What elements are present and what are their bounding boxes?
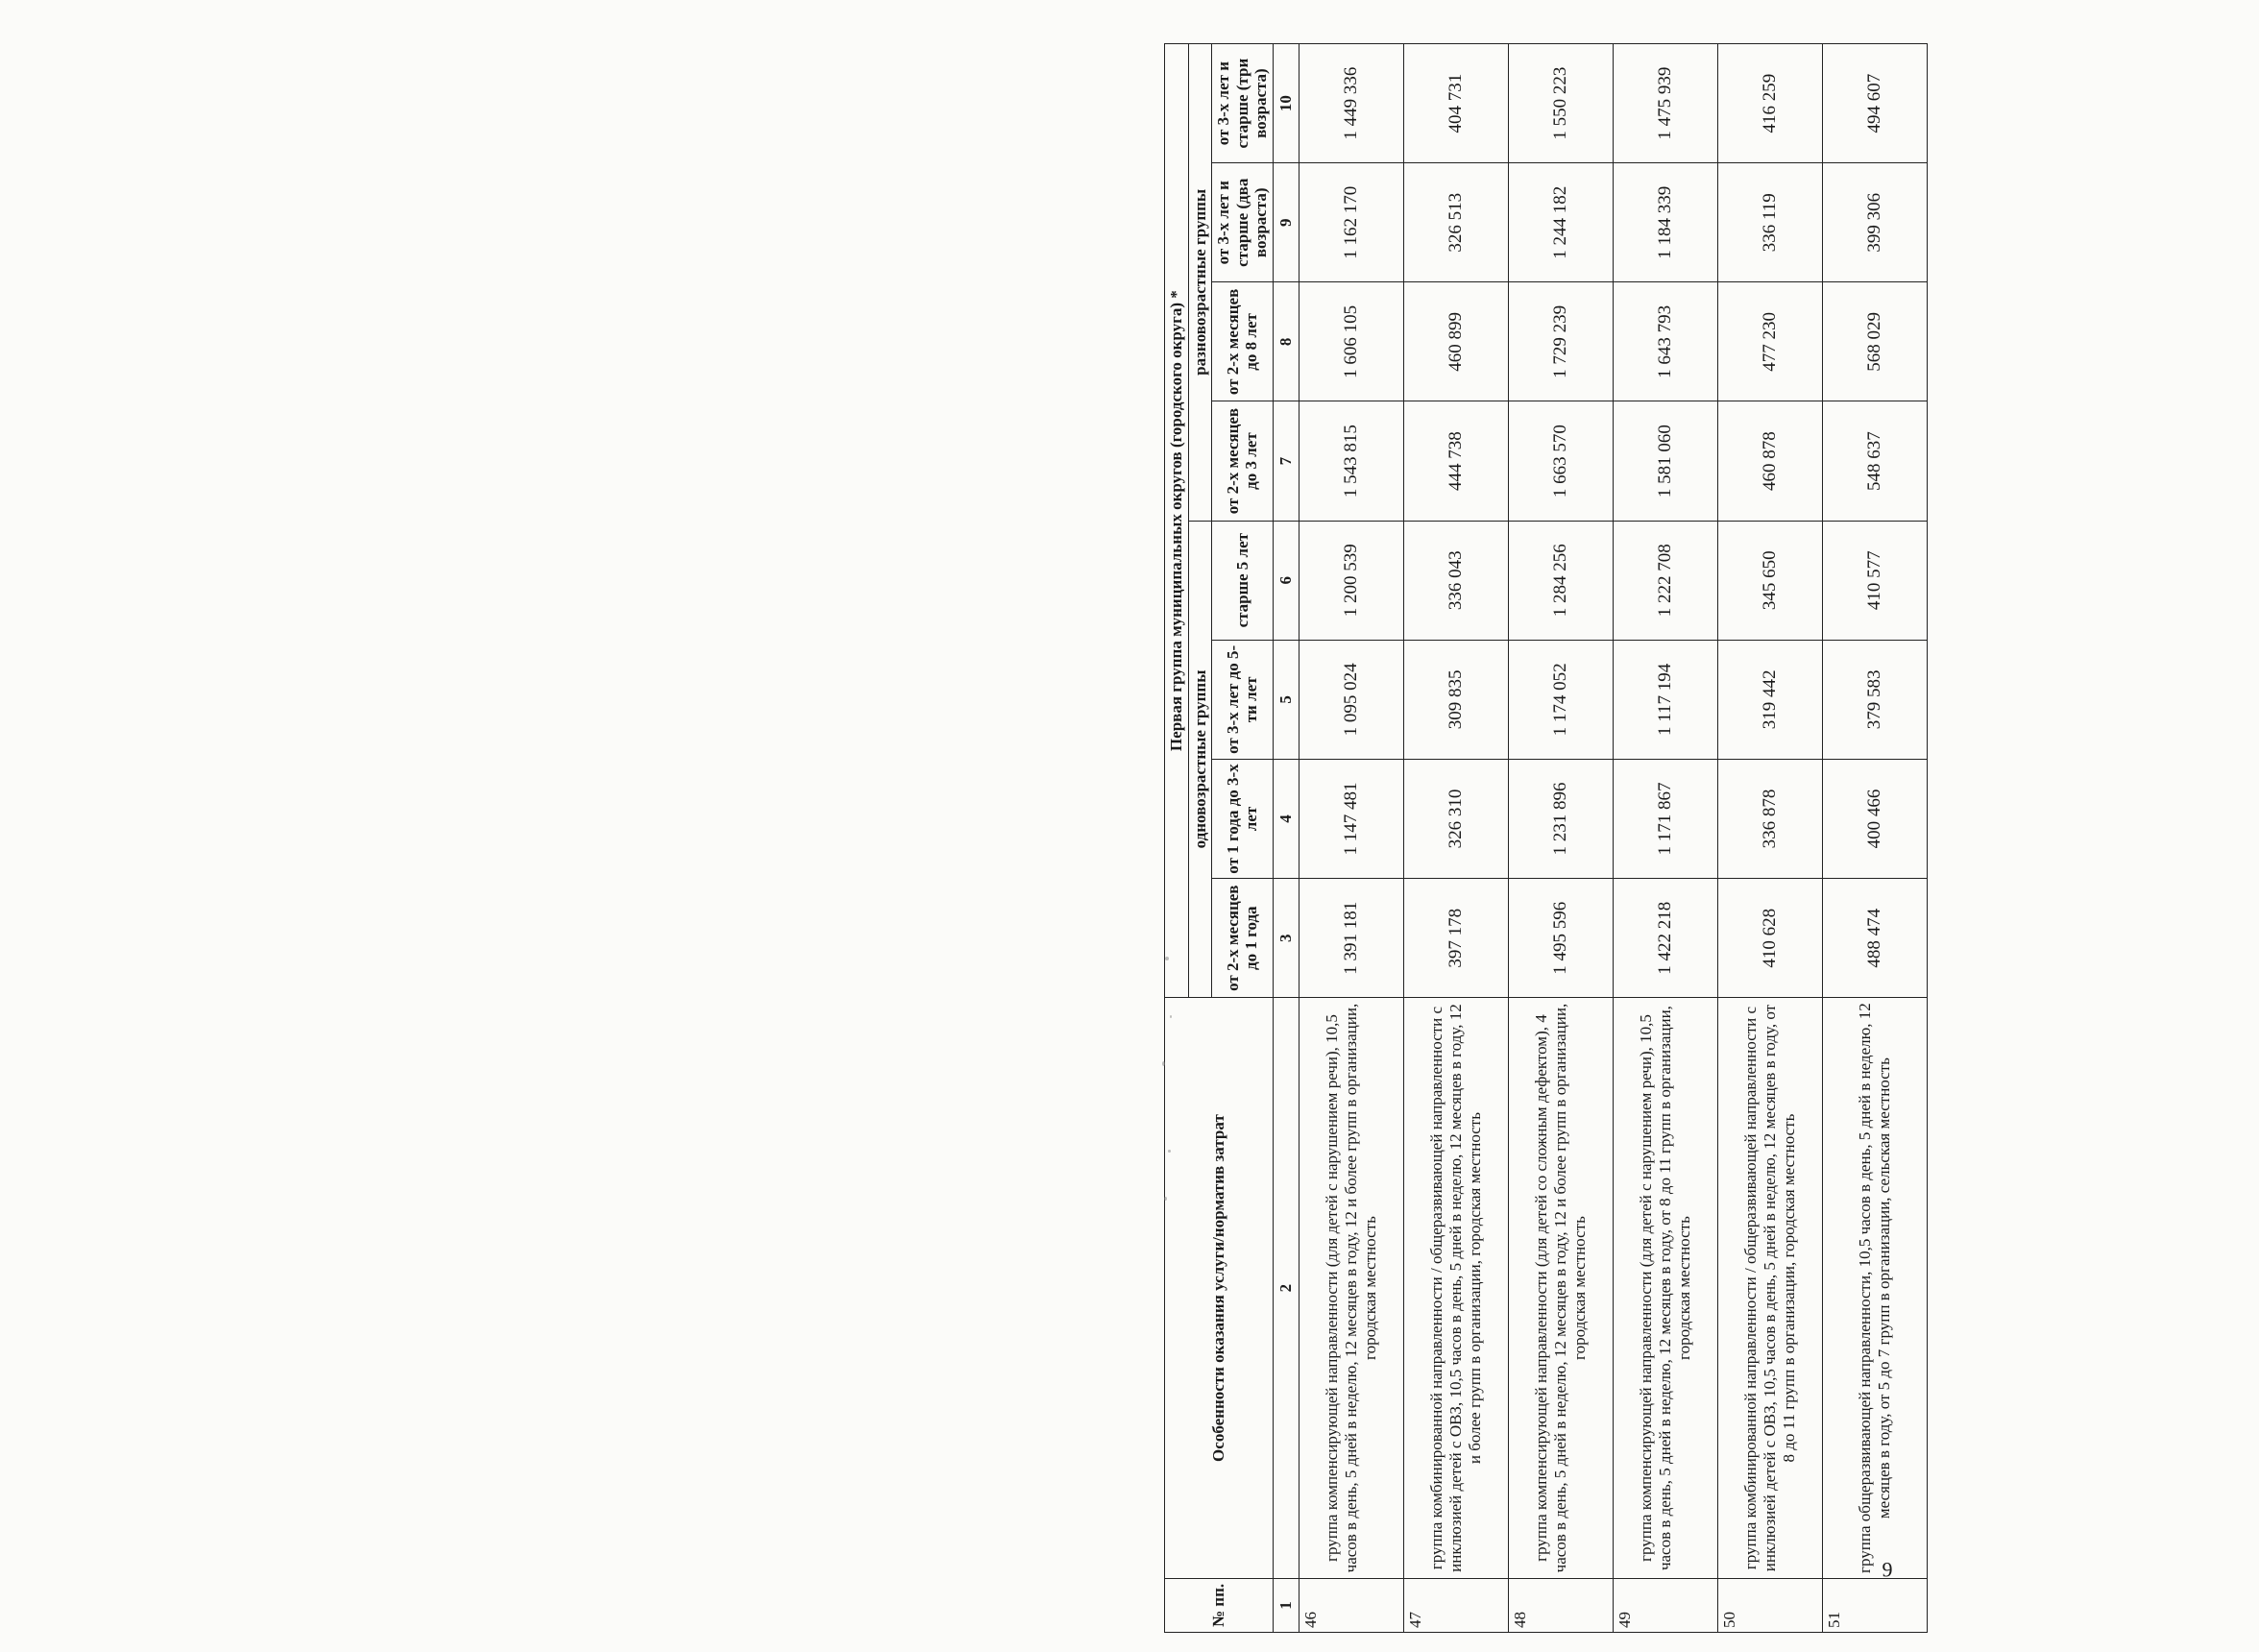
cost-value-cell: 548 637 (1822, 401, 1927, 521)
column-header: от 3-х лет и старше (два возраста) (1212, 163, 1274, 282)
cost-value-cell: 1 606 105 (1299, 282, 1403, 401)
cost-value-cell: 1 729 239 (1508, 282, 1613, 401)
cost-value-cell: 460 878 (1717, 401, 1822, 521)
page-number: 9 (1882, 1557, 1893, 1582)
cost-value-cell: 1 117 194 (1613, 640, 1717, 759)
cost-value-cell: 416 259 (1717, 44, 1822, 163)
cost-value-cell: 336 878 (1717, 759, 1822, 878)
column-header: от 1 года до 3-х лет (1212, 759, 1274, 878)
rotated-page (1145, 19, 2259, 1652)
cost-value-cell: 326 310 (1403, 759, 1508, 878)
cost-value-cell: 1 184 339 (1613, 163, 1717, 282)
cost-value-cell: 1 284 256 (1508, 521, 1613, 640)
cost-value-cell: 336 119 (1717, 163, 1822, 282)
cost-value-cell: 1 391 181 (1299, 879, 1403, 998)
scan-speck (1162, 1061, 1165, 1066)
column-index: 10 (1273, 44, 1299, 163)
table-row (1613, 44, 1717, 1633)
cost-value-cell: 1 171 867 (1613, 759, 1717, 878)
column-index: 8 (1273, 282, 1299, 401)
cost-value-cell: 1 643 793 (1613, 282, 1717, 401)
header-group: Первая группа муниципальных округов (городского округа) * (1165, 44, 1189, 998)
cost-value-cell: 1 422 218 (1613, 879, 1717, 998)
cost-value-cell: 1 543 815 (1299, 401, 1403, 521)
header-description: Особенности оказания услуги/норматив затрат (1165, 998, 1274, 1579)
column-index: 4 (1273, 759, 1299, 878)
cost-value-cell: 1 174 052 (1508, 640, 1613, 759)
scan-speck (1170, 1015, 1172, 1018)
row-description: группа комбинированной направленности / общеразвивающей направленности с инклюзией детей с ОВЗ, 10,5 часов в день, 5 дней в неделю, 12 месяцев в году, 12 и более групп в организации, городская местность (1403, 998, 1508, 1579)
cost-value-cell: 1 495 596 (1508, 879, 1613, 998)
table-row (1717, 44, 1822, 1633)
cost-value-cell: 397 178 (1403, 879, 1508, 998)
header-no: № пп. (1165, 1578, 1274, 1632)
row-number: 51 (1822, 1578, 1927, 1632)
table-row (1403, 44, 1508, 1633)
column-header: старше 5 лет (1212, 521, 1274, 640)
cost-value-cell: 1 231 896 (1508, 759, 1613, 878)
column-index: 1 (1273, 1578, 1299, 1632)
row-description: группа общеразвивающей направленности, 10,5 часов в день, 5 дней в неделю, 12 месяцев в году, от 5 до 7 групп в организации, сельская местность (1822, 998, 1927, 1579)
cost-value-cell: 1 162 170 (1299, 163, 1403, 282)
tariff-table (1164, 43, 1928, 1633)
column-index: 9 (1273, 163, 1299, 282)
cost-value-cell: 1 095 024 (1299, 640, 1403, 759)
cost-value-cell: 444 738 (1403, 401, 1508, 521)
table-row (1822, 44, 1927, 1633)
column-header: от 3-х лет до 5-ти лет (1212, 640, 1274, 759)
cost-value-cell: 1 475 939 (1613, 44, 1717, 163)
table-row (1508, 44, 1613, 1633)
row-number: 49 (1613, 1578, 1717, 1632)
scan-speck (1165, 957, 1169, 960)
scan-specks (1158, 922, 1179, 1210)
column-index: 2 (1273, 998, 1299, 1579)
scan-speck (1168, 1150, 1171, 1153)
row-number: 50 (1717, 1578, 1822, 1632)
column-index: 6 (1273, 521, 1299, 640)
cost-value-cell: 326 513 (1403, 163, 1508, 282)
header-single-age: одновозрастные группы (1188, 521, 1212, 998)
cost-value-cell: 1 449 336 (1299, 44, 1403, 163)
cost-value-cell: 400 466 (1822, 759, 1927, 878)
cost-value-cell: 488 474 (1822, 879, 1927, 998)
column-index: 5 (1273, 640, 1299, 759)
cost-value-cell: 336 043 (1403, 521, 1508, 640)
cost-value-cell: 1 550 223 (1508, 44, 1613, 163)
row-number: 46 (1299, 1578, 1403, 1632)
header-multi-age: разновозрастные группы (1188, 44, 1212, 522)
cost-value-cell: 399 306 (1822, 163, 1927, 282)
cost-value-cell: 460 899 (1403, 282, 1508, 401)
cost-value-cell: 1 147 481 (1299, 759, 1403, 878)
column-header: от 2-х месяцев до 3 лет (1212, 401, 1274, 521)
cost-value-cell: 410 628 (1717, 879, 1822, 998)
row-number: 48 (1508, 1578, 1613, 1632)
row-description: группа компенсирующей направленности (для детей с нарушением речи), 10,5 часов в день, 5 дней в неделю, 12 месяцев в году, от 8 до 11 групп в организации, городская местность (1613, 998, 1717, 1579)
cost-value-cell: 568 029 (1822, 282, 1927, 401)
cost-value-cell: 309 835 (1403, 640, 1508, 759)
column-header: от 3-х лет и старше (три возраста) (1212, 44, 1274, 163)
row-description: группа компенсирующей направленности (для детей с нарушением речи), 10,5 часов в день, 5 дней в неделю, 12 месяцев в году, 12 и более групп в организации, городская местность (1299, 998, 1403, 1579)
cost-value-cell: 345 650 (1717, 521, 1822, 640)
scan-speck (1164, 1197, 1167, 1201)
cost-value-cell: 1 200 539 (1299, 521, 1403, 640)
cost-value-cell: 404 731 (1403, 44, 1508, 163)
cost-value-cell: 494 607 (1822, 44, 1927, 163)
column-index: 3 (1273, 879, 1299, 998)
row-number: 47 (1403, 1578, 1508, 1632)
column-index: 7 (1273, 401, 1299, 521)
row-description: группа комбинированной направленности / общеразвивающей направленности с инклюзией детей с ОВЗ, 10,5 часов в день, 5 дней в неделю, 12 месяцев в году, от 8 до 11 групп в организации, городская местность (1717, 998, 1822, 1579)
cost-value-cell: 1 663 570 (1508, 401, 1613, 521)
cost-value-cell: 379 583 (1822, 640, 1927, 759)
cost-value-cell: 1 244 182 (1508, 163, 1613, 282)
cost-value-cell: 410 577 (1822, 521, 1927, 640)
cost-value-cell: 1 222 708 (1613, 521, 1717, 640)
column-header: от 2-х месяцев до 8 лет (1212, 282, 1274, 401)
cost-value-cell: 319 442 (1717, 640, 1822, 759)
cost-value-cell: 1 581 060 (1613, 401, 1717, 521)
cost-value-cell: 477 230 (1717, 282, 1822, 401)
column-header: от 2-х месяцев до 1 года (1212, 879, 1274, 998)
table-row (1299, 44, 1403, 1633)
row-description: группа компенсирующей направленности (для детей со сложным дефектом), 4 часов в день, 5 дней в неделю, 12 месяцев в году, 12 и более групп в организации, городская местность (1508, 998, 1613, 1579)
